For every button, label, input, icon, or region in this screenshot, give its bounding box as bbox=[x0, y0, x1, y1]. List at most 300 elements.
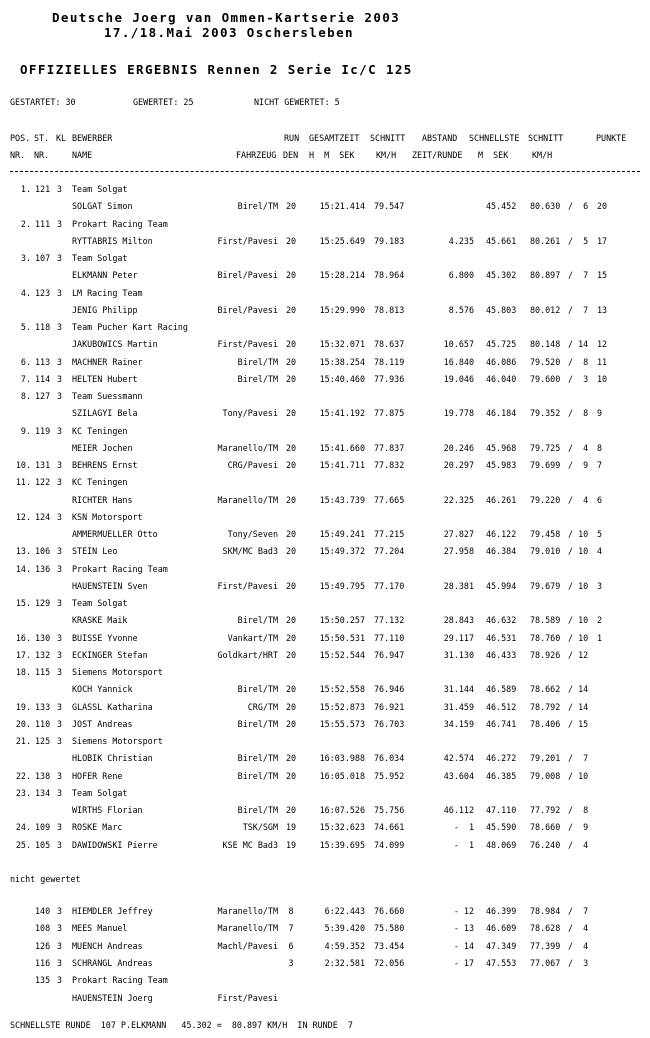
cell-runden: 20 bbox=[285, 494, 297, 505]
header-msek: M SEK bbox=[478, 150, 509, 160]
cell-sr-kmh: 78.760 bbox=[530, 632, 561, 643]
cell-abstand: 31.459 bbox=[443, 701, 474, 712]
cell-zeit: 15:32.623 bbox=[319, 822, 365, 833]
cell-zeit: 15:55.573 bbox=[319, 718, 365, 729]
cell-driver: MEIER Jochen bbox=[72, 442, 133, 453]
cell-sr-runde: / 10 bbox=[568, 632, 589, 643]
cell-sr-runde: / 3 bbox=[568, 957, 589, 968]
cell-sr-runde: / 8 bbox=[568, 356, 589, 367]
header-pos: POS. bbox=[10, 133, 31, 143]
cell-runden: 20 bbox=[285, 649, 297, 660]
cell-schnitt: 76.947 bbox=[374, 649, 405, 660]
cell-zeit: 15:49.795 bbox=[319, 580, 365, 591]
cell-st: 113 bbox=[35, 356, 51, 367]
cell-pos: 12. bbox=[15, 511, 31, 522]
cell-driver: HLOBIK Christian bbox=[72, 753, 153, 764]
cell-abstand: 6.800 bbox=[448, 270, 474, 281]
cell-fahrzeug: First/Pavesi bbox=[217, 992, 278, 1003]
cell-runden: 20 bbox=[285, 615, 297, 626]
cell-kl: 3 bbox=[57, 822, 63, 833]
cell-punkte: 13 bbox=[597, 304, 608, 315]
cell-st: 105 bbox=[35, 839, 51, 850]
cell-sr-kmh: 78.984 bbox=[530, 906, 561, 916]
cell-abstand: 31.144 bbox=[443, 684, 474, 695]
cell-fahrzeug: Birel/TM bbox=[237, 770, 278, 781]
cell-driver: HIEMDLER Jeffrey bbox=[72, 906, 153, 916]
cell-schnitt: 78.964 bbox=[374, 270, 405, 281]
cell-runden: 20 bbox=[285, 460, 297, 470]
cell-pos: 20. bbox=[15, 718, 31, 729]
classified-count: GEWERTET: 25 bbox=[133, 97, 194, 107]
cell-runden: 20 bbox=[285, 356, 297, 367]
cell-schnitt: 76.660 bbox=[374, 906, 405, 916]
cell-fahrzeug: SKM/MC Bad3 bbox=[222, 546, 278, 557]
cell-st: 136 bbox=[35, 563, 51, 574]
cell-sr: 46.040 bbox=[486, 373, 517, 384]
cell-pos: 25. bbox=[15, 839, 31, 850]
cell-sr-runde: / 14 bbox=[568, 701, 589, 712]
cell-st: 119 bbox=[35, 425, 51, 436]
cell-st: 126 bbox=[35, 940, 51, 951]
cell-sr: 45.302 bbox=[486, 270, 517, 281]
cell-st: 133 bbox=[35, 701, 51, 712]
cell-pos: 13. bbox=[15, 546, 31, 557]
cell-zeit: 15:41.711 bbox=[319, 460, 365, 470]
cell-fahrzeug: TSK/SGM bbox=[242, 822, 278, 833]
cell-team: Team Solgat bbox=[72, 598, 128, 608]
cell-fahrzeug: Birel/TM bbox=[237, 356, 278, 367]
cell-abstand: 20.297 bbox=[443, 460, 474, 470]
cell-sr-runde: / 10 bbox=[568, 529, 589, 539]
header-fahrzeug: FAHRZEUG bbox=[236, 150, 277, 160]
header-schnitt: SCHNITT bbox=[370, 133, 406, 143]
cell-st: 110 bbox=[35, 718, 51, 729]
cell-zeit: 15:21.414 bbox=[319, 201, 365, 212]
cell-abstand: 4.235 bbox=[448, 235, 474, 246]
cell-zeit: 15:25.649 bbox=[319, 235, 365, 246]
cell-abstand: 22.325 bbox=[443, 494, 474, 505]
cell-pos: 21. bbox=[15, 736, 31, 746]
cell-punkte: 10 bbox=[597, 373, 608, 384]
cell-st: 114 bbox=[35, 373, 51, 384]
cell-punkte: 1 bbox=[597, 632, 603, 643]
cell-team: Team Suessmann bbox=[72, 391, 143, 401]
cell-driver: AMMERMUELLER Otto bbox=[72, 529, 158, 539]
cell-st: 127 bbox=[35, 391, 51, 401]
cell-abstand: 27.958 bbox=[443, 546, 474, 557]
cell-zeit: 15:28.214 bbox=[319, 270, 365, 281]
header-hmsek: H M SEK bbox=[309, 150, 355, 160]
cell-schnitt: 75.952 bbox=[374, 770, 405, 781]
cell-zeit: 15:41.660 bbox=[319, 442, 365, 453]
cell-st: 115 bbox=[35, 667, 51, 677]
cell-kl: 3 bbox=[57, 975, 63, 986]
cell-schnitt: 72.056 bbox=[374, 957, 405, 968]
cell-pos: 5. bbox=[20, 322, 31, 332]
cell-driver: BEHRENS Ernst bbox=[72, 460, 138, 470]
cell-runden: 19 bbox=[285, 822, 297, 833]
cell-sr: 47.349 bbox=[486, 940, 517, 951]
cell-punkte: 7 bbox=[597, 460, 603, 470]
cell-sr: 46.741 bbox=[486, 718, 517, 729]
cell-driver: DAWIDOWSKI Pierre bbox=[72, 839, 158, 850]
cell-abstand: 19.046 bbox=[443, 373, 474, 384]
cell-abstand: 10.657 bbox=[443, 339, 474, 350]
cell-runden: 20 bbox=[285, 580, 297, 591]
cell-driver: ECKINGER Stefan bbox=[72, 649, 148, 660]
cell-sr-kmh: 79.699 bbox=[530, 460, 561, 470]
cell-abstand: - 1 bbox=[453, 839, 474, 850]
cell-zeit: 15:40.460 bbox=[319, 373, 365, 384]
cell-st: 125 bbox=[35, 736, 51, 746]
header-schnitt-2: SCHNITT bbox=[528, 133, 564, 143]
cell-kl: 3 bbox=[57, 460, 63, 470]
cell-zeit: 4:59.352 bbox=[324, 940, 365, 951]
cell-schnitt: 76.703 bbox=[374, 718, 405, 729]
cell-abstand: - 13 bbox=[453, 923, 474, 934]
cell-driver: WIRTHS Florian bbox=[72, 805, 143, 815]
cell-zeit: 15:32.071 bbox=[319, 339, 365, 350]
cell-team: KC Teningen bbox=[72, 477, 128, 488]
cell-driver: HELTEN Hubert bbox=[72, 373, 138, 384]
cell-sr-kmh: 80.261 bbox=[530, 235, 561, 246]
cell-sr: 45.590 bbox=[486, 822, 517, 833]
cell-kl: 3 bbox=[57, 667, 63, 677]
cell-fahrzeug: Birel/TM bbox=[237, 684, 278, 695]
cell-abstand: 46.112 bbox=[443, 805, 474, 815]
cell-zeit: 2:32.581 bbox=[324, 957, 365, 968]
cell-st: 135 bbox=[35, 975, 51, 986]
cell-sr-kmh: 79.458 bbox=[530, 529, 561, 539]
cell-abstand: - 17 bbox=[453, 957, 474, 968]
cell-runden: 20 bbox=[285, 770, 297, 781]
cell-team: Siemens Motorsport bbox=[72, 736, 163, 746]
cell-driver: HAUENSTEIN Sven bbox=[72, 580, 148, 591]
header-schnellste: SCHNELLSTE bbox=[469, 133, 520, 143]
header-runden: RUN bbox=[284, 133, 300, 143]
cell-runden: 20 bbox=[285, 805, 297, 815]
cell-sr-runde: / 10 bbox=[568, 770, 589, 781]
cell-fahrzeug: Birel/TM bbox=[237, 805, 278, 815]
cell-driver: ELKMANN Peter bbox=[72, 270, 138, 281]
cell-schnitt: 76.946 bbox=[374, 684, 405, 695]
cell-driver: HOFER Rene bbox=[72, 770, 123, 781]
cell-sr-kmh: 79.725 bbox=[530, 442, 561, 453]
cell-sr-kmh: 80.148 bbox=[530, 339, 561, 350]
cell-schnitt: 77.215 bbox=[374, 529, 405, 539]
cell-punkte: 8 bbox=[597, 442, 603, 453]
cell-fahrzeug: Birel/TM bbox=[237, 201, 278, 212]
cell-abstand: - 1 bbox=[453, 822, 474, 833]
cell-sr-runde: / 3 bbox=[568, 373, 589, 384]
cell-sr: 46.531 bbox=[486, 632, 517, 643]
cell-sr-kmh: 78.792 bbox=[530, 701, 561, 712]
cell-fahrzeug: First/Pavesi bbox=[217, 235, 278, 246]
cell-abstand: 42.574 bbox=[443, 753, 474, 764]
cell-kl: 3 bbox=[57, 391, 63, 401]
cell-zeit: 15:52.873 bbox=[319, 701, 365, 712]
cell-sr-runde: / 14 bbox=[568, 339, 589, 350]
cell-schnitt: 77.832 bbox=[374, 460, 405, 470]
cell-st: 140 bbox=[35, 906, 51, 916]
cell-zeit: 16:07.526 bbox=[319, 805, 365, 815]
cell-schnitt: 75.580 bbox=[374, 923, 405, 934]
cell-sr: 45.725 bbox=[486, 339, 517, 350]
cell-runden: 20 bbox=[285, 270, 297, 281]
cell-abstand: 43.604 bbox=[443, 770, 474, 781]
cell-sr-kmh: 78.926 bbox=[530, 649, 561, 660]
cell-sr: 47.553 bbox=[486, 957, 517, 968]
cell-fahrzeug: Birel/Pavesi bbox=[217, 304, 278, 315]
cell-st: 131 bbox=[35, 460, 51, 470]
cell-driver: STEIN Leo bbox=[72, 546, 118, 557]
cell-runden: 20 bbox=[285, 529, 297, 539]
cell-sr: 46.122 bbox=[486, 529, 517, 539]
title-line-1: Deutsche Joerg van Ommen-Kartserie 2003 bbox=[52, 10, 401, 25]
fastest-lap-footer: SCHNELLSTE RUNDE 107 P.ELKMANN 45.302 = 80.897 KM/H IN RUNDE 7 bbox=[10, 1020, 353, 1030]
header-abstand: ABSTAND bbox=[422, 133, 458, 143]
header-name: NAME bbox=[72, 150, 93, 160]
cell-kl: 3 bbox=[57, 632, 63, 643]
cell-sr: 45.661 bbox=[486, 235, 517, 246]
cell-zeit: 5:39.420 bbox=[324, 923, 365, 934]
cell-sr-kmh: 80.897 bbox=[530, 270, 561, 281]
cell-zeit: 15:52.558 bbox=[319, 684, 365, 695]
cell-driver: RYTTABRIS Milton bbox=[72, 235, 153, 246]
cell-st: 138 bbox=[35, 770, 51, 781]
header-nr-2: NR. bbox=[34, 150, 50, 160]
cell-kl: 3 bbox=[57, 598, 63, 608]
cell-team: Prokart Racing Team bbox=[72, 563, 168, 574]
cell-schnitt: 77.110 bbox=[374, 632, 405, 643]
cell-sr-runde: / 4 bbox=[568, 923, 589, 934]
cell-punkte: 17 bbox=[597, 235, 608, 246]
cell-punkte: 2 bbox=[597, 615, 603, 626]
cell-runden: 20 bbox=[285, 408, 297, 419]
cell-st: 106 bbox=[35, 546, 51, 557]
title-line-2: 17./18.Mai 2003 Oschersleben bbox=[104, 25, 354, 40]
cell-sr-runde: / 10 bbox=[568, 546, 589, 557]
cell-sr-runde: / 8 bbox=[568, 408, 589, 419]
cell-kl: 3 bbox=[57, 287, 63, 298]
cell-runden: 20 bbox=[285, 235, 297, 246]
cell-team: LM Racing Team bbox=[72, 287, 143, 298]
cell-pos: 15. bbox=[15, 598, 31, 608]
cell-kl: 3 bbox=[57, 940, 63, 951]
cell-sr-kmh: 79.600 bbox=[530, 373, 561, 384]
cell-st: 134 bbox=[35, 787, 51, 798]
cell-schnitt: 77.665 bbox=[374, 494, 405, 505]
header-kl: KL bbox=[56, 133, 67, 143]
cell-sr: 46.184 bbox=[486, 408, 517, 419]
cell-schnitt: 79.547 bbox=[374, 201, 405, 212]
cell-fahrzeug: Goldkart/HRT bbox=[217, 649, 278, 660]
cell-sr-kmh: 78.660 bbox=[530, 822, 561, 833]
cell-driver: ROSKE Marc bbox=[72, 822, 123, 833]
cell-fahrzeug: KSE MC Bad3 bbox=[222, 839, 278, 850]
cell-schnitt: 77.132 bbox=[374, 615, 405, 626]
cell-runden: 20 bbox=[285, 684, 297, 695]
cell-sr-kmh: 79.352 bbox=[530, 408, 561, 419]
cell-schnitt: 76.921 bbox=[374, 701, 405, 712]
cell-punkte: 5 bbox=[597, 529, 603, 539]
cell-sr: 45.803 bbox=[486, 304, 517, 315]
cell-abstand: 28.843 bbox=[443, 615, 474, 626]
cell-kl: 3 bbox=[57, 563, 63, 574]
cell-st: 132 bbox=[35, 649, 51, 660]
cell-driver: SCHRANGL Andreas bbox=[72, 957, 153, 968]
cell-sr-runde: / 10 bbox=[568, 615, 589, 626]
cell-pos: 11. bbox=[15, 477, 31, 488]
cell-sr: 46.589 bbox=[486, 684, 517, 695]
cell-sr-kmh: 77.399 bbox=[530, 940, 561, 951]
cell-sr: 46.272 bbox=[486, 753, 517, 764]
cell-fahrzeug: CRG/Pavesi bbox=[227, 460, 278, 470]
cell-pos: 23. bbox=[15, 787, 31, 798]
cell-runden: 20 bbox=[285, 546, 297, 557]
cell-zeit: 15:50.257 bbox=[319, 615, 365, 626]
cell-sr: 46.385 bbox=[486, 770, 517, 781]
cell-pos: 17. bbox=[15, 649, 31, 660]
cell-punkte: 12 bbox=[597, 339, 608, 350]
cell-zeit: 15:49.241 bbox=[319, 529, 365, 539]
cell-schnitt: 76.034 bbox=[374, 753, 405, 764]
cell-schnitt: 78.637 bbox=[374, 339, 405, 350]
cell-sr: 46.632 bbox=[486, 615, 517, 626]
cell-team: Team Solgat bbox=[72, 253, 128, 263]
cell-team: Prokart Racing Team bbox=[72, 218, 168, 229]
cell-st: 109 bbox=[35, 822, 51, 833]
cell-team: KC Teningen bbox=[72, 425, 128, 436]
cell-st: 124 bbox=[35, 511, 51, 522]
cell-sr: 46.609 bbox=[486, 923, 517, 934]
cell-fahrzeug: Tony/Seven bbox=[227, 529, 278, 539]
header-bewerber: BEWERBER bbox=[72, 133, 113, 143]
cell-punkte: 20 bbox=[597, 201, 608, 212]
cell-runden: 7 bbox=[288, 923, 294, 934]
cell-sr: 46.086 bbox=[486, 356, 517, 367]
cell-pos: 7. bbox=[20, 373, 31, 384]
cell-sr-runde: / 5 bbox=[568, 235, 589, 246]
cell-sr-kmh: 78.662 bbox=[530, 684, 561, 695]
cell-sr-runde: / 9 bbox=[568, 460, 589, 470]
cell-sr-runde: / 4 bbox=[568, 839, 589, 850]
header-zeit-runde: ZEIT/RUNDE bbox=[412, 150, 463, 160]
cell-schnitt: 74.099 bbox=[374, 839, 405, 850]
cell-schnitt: 78.119 bbox=[374, 356, 405, 367]
cell-sr: 46.384 bbox=[486, 546, 517, 557]
cell-abstand: - 14 bbox=[453, 940, 474, 951]
cell-st: 116 bbox=[35, 957, 51, 968]
cell-sr-kmh: 79.679 bbox=[530, 580, 561, 591]
cell-fahrzeug: Birel/TM bbox=[237, 373, 278, 384]
cell-fahrzeug: Maranello/TM bbox=[217, 923, 278, 934]
cell-team: Prokart Racing Team bbox=[72, 975, 168, 986]
cell-sr-kmh: 79.010 bbox=[530, 546, 561, 557]
cell-runden: 20 bbox=[285, 201, 297, 212]
cell-kl: 3 bbox=[57, 718, 63, 729]
cell-sr-kmh: 80.012 bbox=[530, 304, 561, 315]
cell-pos: 19. bbox=[15, 701, 31, 712]
cell-fahrzeug: Birel/TM bbox=[237, 718, 278, 729]
cell-zeit: 15:38.254 bbox=[319, 356, 365, 367]
cell-kl: 3 bbox=[57, 923, 63, 934]
cell-pos: 18. bbox=[15, 667, 31, 677]
started-count: GESTARTET: 30 bbox=[10, 97, 76, 107]
cell-runden: 20 bbox=[285, 373, 297, 384]
cell-punkte: 4 bbox=[597, 546, 603, 557]
cell-schnitt: 77.170 bbox=[374, 580, 405, 591]
cell-driver: MEES Manuel bbox=[72, 923, 128, 934]
cell-kl: 3 bbox=[57, 701, 63, 712]
cell-driver: RICHTER Hans bbox=[72, 494, 133, 505]
header-den: DEN bbox=[283, 150, 299, 160]
cell-punkte: 6 bbox=[597, 494, 603, 505]
cell-pos: 24. bbox=[15, 822, 31, 833]
cell-sr-kmh: 80.630 bbox=[530, 201, 561, 212]
cell-driver: JAKUBOWICS Martin bbox=[72, 339, 158, 350]
header-kmh: KM/H bbox=[376, 150, 397, 160]
cell-sr-kmh: 78.589 bbox=[530, 615, 561, 626]
cell-st: 108 bbox=[35, 923, 51, 934]
cell-zeit: 16:03.988 bbox=[319, 753, 365, 764]
header-divider bbox=[10, 171, 640, 172]
cell-fahrzeug: Machl/Pavesi bbox=[217, 940, 278, 951]
cell-kl: 3 bbox=[57, 906, 63, 916]
cell-zeit: 15:43.739 bbox=[319, 494, 365, 505]
cell-sr-kmh: 77.067 bbox=[530, 957, 561, 968]
cell-fahrzeug: Birel/TM bbox=[237, 753, 278, 764]
cell-kl: 3 bbox=[57, 218, 63, 229]
cell-st: 123 bbox=[35, 287, 51, 298]
cell-zeit: 15:49.372 bbox=[319, 546, 365, 557]
cell-zeit: 15:39.695 bbox=[319, 839, 365, 850]
cell-fahrzeug: First/Pavesi bbox=[217, 339, 278, 350]
cell-team: Team Pucher Kart Racing bbox=[72, 322, 188, 332]
cell-schnitt: 77.875 bbox=[374, 408, 405, 419]
cell-zeit: 15:29.990 bbox=[319, 304, 365, 315]
cell-abstand: 8.576 bbox=[448, 304, 474, 315]
cell-zeit: 15:41.192 bbox=[319, 408, 365, 419]
cell-driver: JENIG Philipp bbox=[72, 304, 138, 315]
cell-schnitt: 74.661 bbox=[374, 822, 405, 833]
cell-kl: 3 bbox=[57, 425, 63, 436]
cell-schnitt: 75.756 bbox=[374, 805, 405, 815]
cell-kl: 3 bbox=[57, 649, 63, 660]
cell-driver: MUENCH Andreas bbox=[72, 940, 143, 951]
cell-kl: 3 bbox=[57, 477, 63, 488]
cell-sr-runde: / 7 bbox=[568, 906, 589, 916]
cell-sr: 46.399 bbox=[486, 906, 517, 916]
cell-driver: KOCH Yannick bbox=[72, 684, 133, 695]
header-st: ST. bbox=[34, 133, 50, 143]
cell-team: Team Solgat bbox=[72, 787, 128, 798]
cell-sr: 46.512 bbox=[486, 701, 517, 712]
cell-runden: 8 bbox=[288, 906, 294, 916]
cell-abstand: 19.778 bbox=[443, 408, 474, 419]
cell-pos: 22. bbox=[15, 770, 31, 781]
cell-runden: 20 bbox=[285, 339, 297, 350]
cell-runden: 20 bbox=[285, 632, 297, 643]
cell-sr-runde: / 9 bbox=[568, 822, 589, 833]
cell-kl: 3 bbox=[57, 787, 63, 798]
cell-sr-kmh: 79.201 bbox=[530, 753, 561, 764]
cell-abstand: - 12 bbox=[453, 906, 474, 916]
cell-runden: 20 bbox=[285, 442, 297, 453]
cell-schnitt: 73.454 bbox=[374, 940, 405, 951]
cell-sr-runde: / 4 bbox=[568, 940, 589, 951]
cell-pos: 6. bbox=[20, 356, 31, 367]
